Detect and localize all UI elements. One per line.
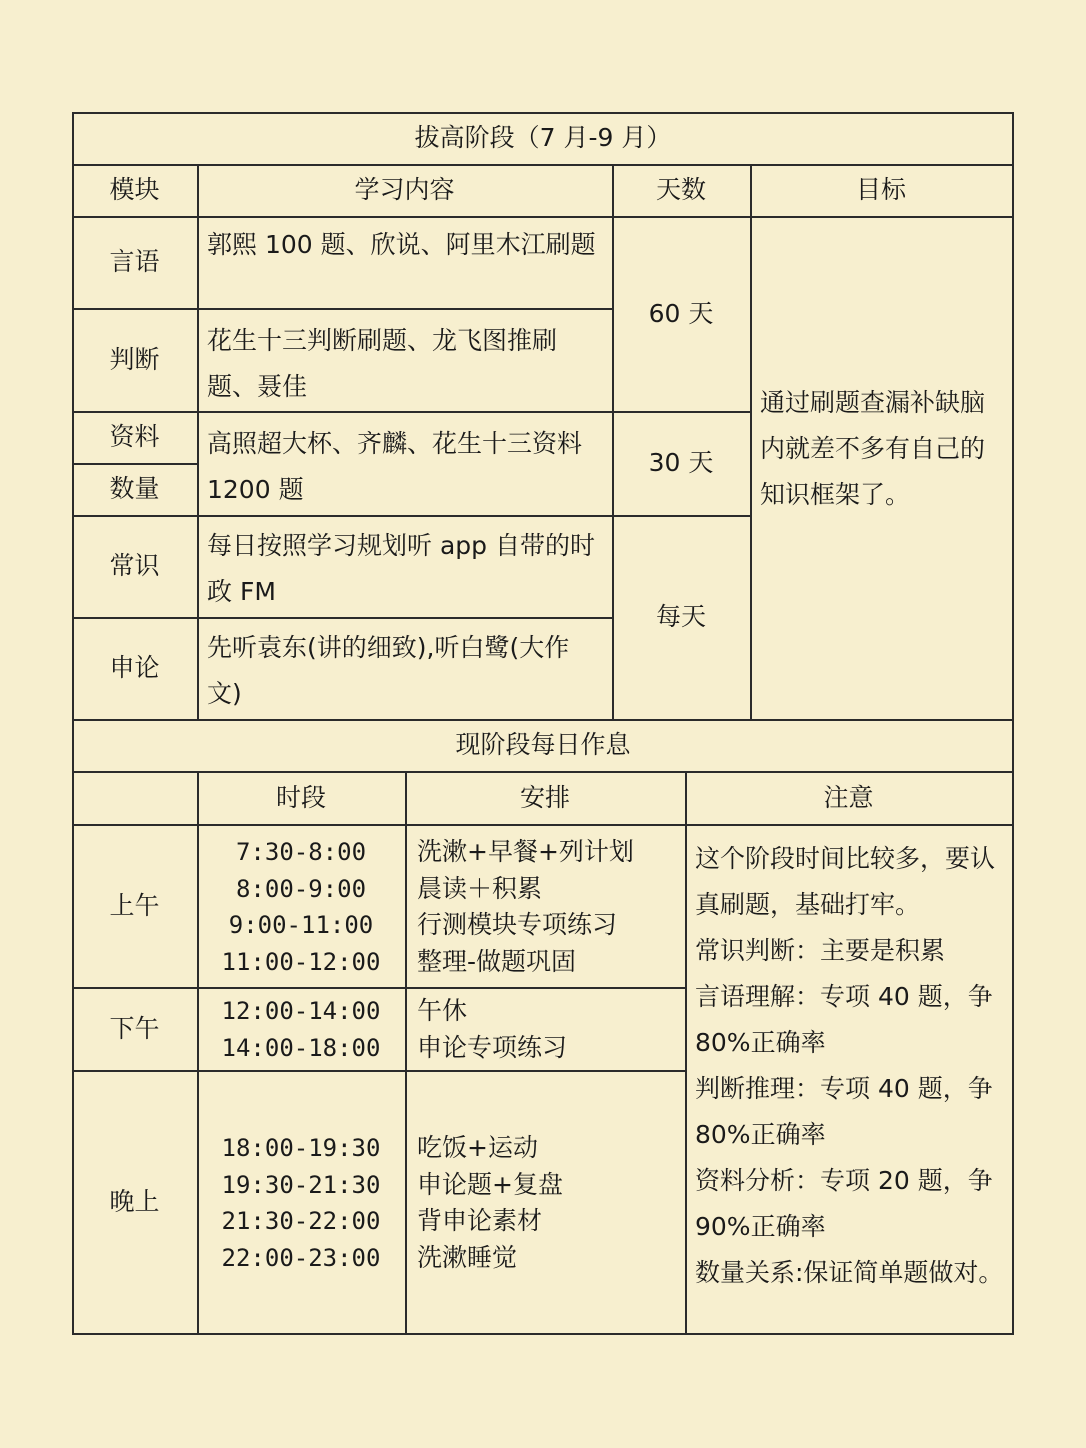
- header-goal: 目标: [855, 175, 906, 204]
- content-cell: 郭熙 100 题、欣说、阿里木江刷题: [207, 230, 596, 259]
- note-item: 言语理解：专项 40 题，争80%正确率: [695, 982, 993, 1057]
- time-slot: 12:00-14:00: [221, 997, 381, 1025]
- note-item: 判断推理：专项 40 题，争80%正确率: [695, 1074, 993, 1149]
- plan-item: 背申论素材: [417, 1206, 543, 1235]
- time-slot: 11:00-12:00: [221, 947, 381, 976]
- content-cell: 花生十三判断刷题、龙飞图推刷题、聂佳: [207, 326, 558, 401]
- days-cell: 60 天: [648, 298, 714, 328]
- header-days: 天数: [655, 175, 706, 204]
- header-module: 模块: [109, 175, 160, 204]
- module-cell: 言语: [109, 247, 160, 276]
- plan-list: [417, 1130, 683, 1280]
- time-slot: 8:00-9:00: [235, 874, 367, 903]
- module-cell: 判断: [109, 344, 160, 374]
- plan-item: 洗漱+早餐+列计划: [417, 837, 634, 866]
- plan-item: 整理-做题巩固: [417, 946, 577, 976]
- plan-item: 申论题+复盘: [417, 1169, 563, 1199]
- days-cell: 30 天: [648, 448, 714, 477]
- content-cell: 高照超大杯、齐麟、花生十三资料 1200 题: [207, 429, 583, 504]
- note-item: 这个阶段时间比较多，要认真刷题，基础打牢。: [695, 844, 996, 919]
- goal-cell: 通过刷题查漏补缺脑内就差不多有自己的知识框架了。: [760, 388, 986, 509]
- content-cell: 先听袁东(讲的细致),听白鹭(大作文): [207, 633, 570, 708]
- table-border: [405, 771, 407, 1334]
- plan-item: 吃饭+运动: [417, 1133, 538, 1162]
- stage-title: 拔高阶段（7 月-9 月）: [414, 123, 672, 152]
- module-cell: 常识: [109, 551, 160, 580]
- period-afternoon: 下午: [109, 1013, 160, 1043]
- notes-cell: [685, 824, 1012, 1333]
- plan-item: 洗漱睡觉: [417, 1242, 518, 1272]
- plan-list: [417, 993, 683, 1069]
- plan-item: 午休: [417, 996, 468, 1025]
- header-plan: 安排: [519, 782, 570, 812]
- module-cell: 资料: [109, 422, 160, 451]
- time-slot: 19:30-21:30: [221, 1170, 381, 1199]
- note-item: 数量关系:保证简单题做对。: [695, 1258, 1004, 1287]
- time-slot: 7:30-8:00: [235, 838, 367, 866]
- module-cell: 数量: [109, 474, 160, 503]
- time-slot: 9:00-11:00: [228, 911, 374, 939]
- time-slot: 18:00-19:30: [221, 1134, 381, 1162]
- module-cell: 申论: [109, 653, 160, 682]
- time-slot: 22:00-23:00: [221, 1243, 381, 1272]
- time-list: [197, 1130, 405, 1280]
- table-border: [72, 1333, 1014, 1335]
- time-slot: 21:30-22:00: [221, 1207, 381, 1235]
- note-item: 资料分析：专项 20 题，争90%正确率: [695, 1166, 993, 1241]
- note-item: 常识判断：主要是积累: [695, 936, 946, 965]
- plan-item: 申论专项练习: [417, 1032, 568, 1062]
- plan-item: 晨读＋积累: [417, 873, 543, 903]
- time-slot: 14:00-18:00: [221, 1033, 381, 1062]
- header-blank: [72, 771, 197, 824]
- header-notes: 注意: [823, 782, 874, 812]
- period-morning: 上午: [109, 890, 160, 920]
- period-evening: 晚上: [109, 1186, 160, 1216]
- time-list: [197, 993, 405, 1069]
- time-list: [197, 834, 405, 984]
- header-content: 学习内容: [354, 175, 455, 204]
- plan-list: [417, 834, 683, 984]
- content-cell: 每日按照学习规划听 app 自带的时政 FM: [207, 531, 595, 606]
- header-time: 时段: [275, 782, 326, 812]
- days-cell: 每天: [655, 602, 706, 631]
- plan-item: 行测模块专项练习: [417, 910, 618, 939]
- schedule-title: 现阶段每日作息: [455, 730, 631, 759]
